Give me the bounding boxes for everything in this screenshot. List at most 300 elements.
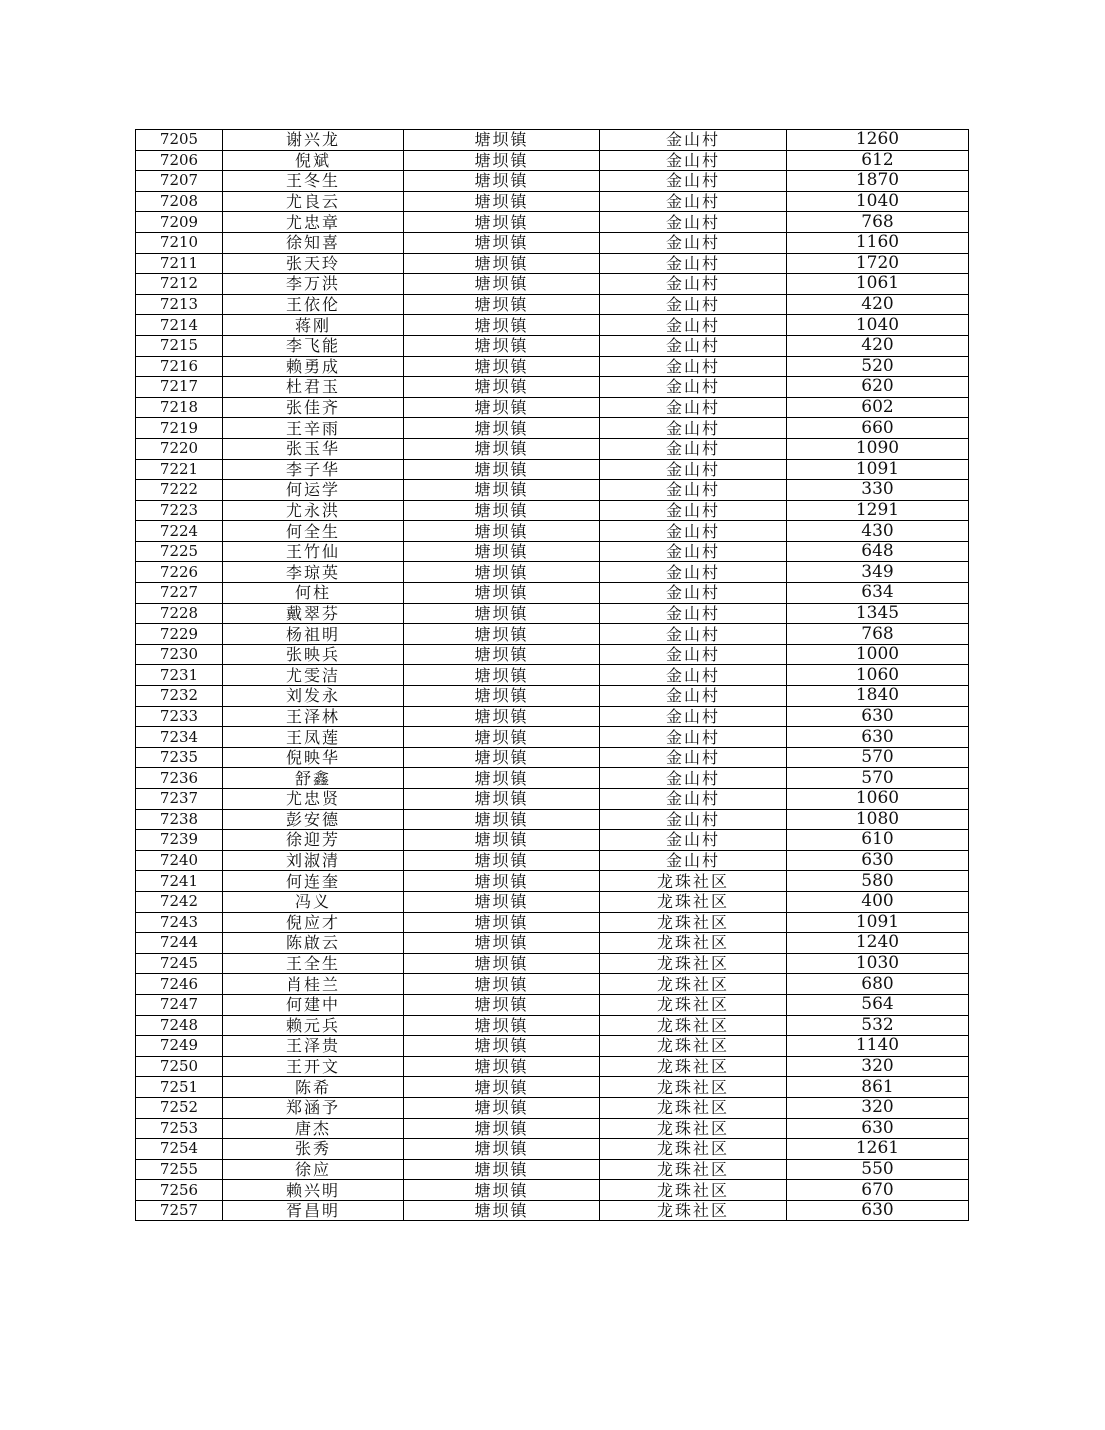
table-row (136, 562, 969, 583)
town-cell: 塘坝镇 (404, 974, 600, 995)
table-row (136, 830, 969, 851)
person-name-cell: 唐杰 (223, 1118, 404, 1139)
village-cell: 金山村 (600, 644, 787, 665)
person-name-cell: 何运学 (223, 480, 404, 501)
amount-cell: 532 (787, 1015, 969, 1036)
town-cell: 塘坝镇 (404, 356, 600, 377)
amount-cell: 330 (787, 480, 969, 501)
table-row (136, 253, 969, 274)
row-number-cell: 7229 (136, 624, 223, 645)
town-cell: 塘坝镇 (404, 335, 600, 356)
town-cell: 塘坝镇 (404, 583, 600, 604)
amount-cell: 1000 (787, 644, 969, 665)
town-cell: 塘坝镇 (404, 727, 600, 748)
table-row (136, 644, 969, 665)
village-cell: 金山村 (600, 171, 787, 192)
town-cell: 塘坝镇 (404, 1180, 600, 1201)
village-cell: 龙珠社区 (600, 1056, 787, 1077)
table-row (136, 871, 969, 892)
amount-cell: 420 (787, 335, 969, 356)
row-number-cell: 7257 (136, 1200, 223, 1221)
amount-cell: 1040 (787, 191, 969, 212)
village-cell: 龙珠社区 (600, 1118, 787, 1139)
person-name-cell: 徐迎芳 (223, 830, 404, 851)
village-cell: 龙珠社区 (600, 1180, 787, 1201)
town-cell: 塘坝镇 (404, 1015, 600, 1036)
town-cell: 塘坝镇 (404, 644, 600, 665)
amount-cell: 680 (787, 974, 969, 995)
row-number-cell: 7220 (136, 438, 223, 459)
town-cell: 塘坝镇 (404, 1097, 600, 1118)
table-row (136, 686, 969, 707)
person-name-cell: 王开文 (223, 1056, 404, 1077)
table-row (136, 624, 969, 645)
table-row (136, 1077, 969, 1098)
row-number-cell: 7251 (136, 1077, 223, 1098)
town-cell: 塘坝镇 (404, 1036, 600, 1057)
person-name-cell: 王泽贵 (223, 1036, 404, 1057)
person-name-cell: 刘淑清 (223, 850, 404, 871)
person-name-cell: 倪斌 (223, 150, 404, 171)
table-row (136, 418, 969, 439)
table-row (136, 1118, 969, 1139)
town-cell: 塘坝镇 (404, 171, 600, 192)
amount-cell: 564 (787, 994, 969, 1015)
person-name-cell: 何全生 (223, 521, 404, 542)
row-number-cell: 7255 (136, 1159, 223, 1180)
row-number-cell: 7247 (136, 994, 223, 1015)
village-cell: 龙珠社区 (600, 912, 787, 933)
village-cell: 龙珠社区 (600, 1077, 787, 1098)
town-cell: 塘坝镇 (404, 500, 600, 521)
row-number-cell: 7250 (136, 1056, 223, 1077)
town-cell: 塘坝镇 (404, 418, 600, 439)
person-name-cell: 赖勇成 (223, 356, 404, 377)
row-number-cell: 7213 (136, 294, 223, 315)
table-row (136, 603, 969, 624)
village-cell: 金山村 (600, 706, 787, 727)
amount-cell: 630 (787, 1200, 969, 1221)
town-cell: 塘坝镇 (404, 130, 600, 151)
village-cell: 金山村 (600, 356, 787, 377)
village-cell: 金山村 (600, 850, 787, 871)
row-number-cell: 7205 (136, 130, 223, 151)
table-row (136, 974, 969, 995)
row-number-cell: 7206 (136, 150, 223, 171)
table-row (136, 315, 969, 336)
row-number-cell: 7242 (136, 891, 223, 912)
town-cell: 塘坝镇 (404, 809, 600, 830)
town-cell: 塘坝镇 (404, 624, 600, 645)
row-number-cell: 7225 (136, 541, 223, 562)
person-name-cell: 赖兴明 (223, 1180, 404, 1201)
town-cell: 塘坝镇 (404, 891, 600, 912)
person-name-cell: 何建中 (223, 994, 404, 1015)
town-cell: 塘坝镇 (404, 315, 600, 336)
table-row (136, 768, 969, 789)
town-cell: 塘坝镇 (404, 871, 600, 892)
table-row (136, 480, 969, 501)
person-name-cell: 王泽林 (223, 706, 404, 727)
village-cell: 金山村 (600, 624, 787, 645)
row-number-cell: 7239 (136, 830, 223, 851)
town-cell: 塘坝镇 (404, 1118, 600, 1139)
town-cell: 塘坝镇 (404, 603, 600, 624)
town-cell: 塘坝镇 (404, 912, 600, 933)
table-row (136, 1200, 969, 1221)
town-cell: 塘坝镇 (404, 562, 600, 583)
village-cell: 金山村 (600, 253, 787, 274)
amount-cell: 630 (787, 706, 969, 727)
village-cell: 金山村 (600, 274, 787, 295)
amount-cell: 1061 (787, 274, 969, 295)
amount-cell: 1840 (787, 686, 969, 707)
table-row (136, 1180, 969, 1201)
village-cell: 金山村 (600, 438, 787, 459)
amount-cell: 630 (787, 1118, 969, 1139)
person-name-cell: 张玉华 (223, 438, 404, 459)
row-number-cell: 7219 (136, 418, 223, 439)
town-cell: 塘坝镇 (404, 850, 600, 871)
village-cell: 金山村 (600, 727, 787, 748)
person-name-cell: 戴翠芬 (223, 603, 404, 624)
village-cell: 金山村 (600, 397, 787, 418)
row-number-cell: 7214 (136, 315, 223, 336)
person-name-cell: 陈希 (223, 1077, 404, 1098)
town-cell: 塘坝镇 (404, 274, 600, 295)
amount-cell: 420 (787, 294, 969, 315)
amount-cell: 430 (787, 521, 969, 542)
table-row (136, 191, 969, 212)
amount-cell: 648 (787, 541, 969, 562)
table-row (136, 521, 969, 542)
amount-cell: 1291 (787, 500, 969, 521)
row-number-cell: 7244 (136, 933, 223, 954)
person-name-cell: 张天玲 (223, 253, 404, 274)
roster-body (136, 130, 969, 1221)
row-number-cell: 7243 (136, 912, 223, 933)
town-cell: 塘坝镇 (404, 747, 600, 768)
person-name-cell: 徐知喜 (223, 232, 404, 253)
row-number-cell: 7228 (136, 603, 223, 624)
person-name-cell: 李飞能 (223, 335, 404, 356)
row-number-cell: 7256 (136, 1180, 223, 1201)
row-number-cell: 7245 (136, 953, 223, 974)
row-number-cell: 7241 (136, 871, 223, 892)
amount-cell: 1140 (787, 1036, 969, 1057)
table-row (136, 459, 969, 480)
row-number-cell: 7248 (136, 1015, 223, 1036)
person-name-cell: 蒋刚 (223, 315, 404, 336)
table-row (136, 665, 969, 686)
town-cell: 塘坝镇 (404, 1200, 600, 1221)
town-cell: 塘坝镇 (404, 686, 600, 707)
village-cell: 金山村 (600, 335, 787, 356)
village-cell: 金山村 (600, 789, 787, 810)
village-cell: 金山村 (600, 665, 787, 686)
row-number-cell: 7215 (136, 335, 223, 356)
table-row (136, 583, 969, 604)
town-cell: 塘坝镇 (404, 933, 600, 954)
table-row (136, 130, 969, 151)
row-number-cell: 7227 (136, 583, 223, 604)
table-row (136, 933, 969, 954)
amount-cell: 660 (787, 418, 969, 439)
amount-cell: 1870 (787, 171, 969, 192)
village-cell: 龙珠社区 (600, 1097, 787, 1118)
village-cell: 金山村 (600, 686, 787, 707)
table-row (136, 747, 969, 768)
row-number-cell: 7224 (136, 521, 223, 542)
amount-cell: 1345 (787, 603, 969, 624)
row-number-cell: 7253 (136, 1118, 223, 1139)
row-number-cell: 7252 (136, 1097, 223, 1118)
row-number-cell: 7222 (136, 480, 223, 501)
village-cell: 龙珠社区 (600, 891, 787, 912)
row-number-cell: 7236 (136, 768, 223, 789)
amount-cell: 570 (787, 747, 969, 768)
row-number-cell: 7209 (136, 212, 223, 233)
amount-cell: 320 (787, 1097, 969, 1118)
table-row (136, 891, 969, 912)
amount-cell: 634 (787, 583, 969, 604)
village-cell: 龙珠社区 (600, 994, 787, 1015)
town-cell: 塘坝镇 (404, 521, 600, 542)
table-row (136, 850, 969, 871)
row-number-cell: 7249 (136, 1036, 223, 1057)
amount-cell: 1090 (787, 438, 969, 459)
row-number-cell: 7254 (136, 1139, 223, 1160)
person-name-cell: 杜君玉 (223, 377, 404, 398)
village-cell: 金山村 (600, 212, 787, 233)
town-cell: 塘坝镇 (404, 397, 600, 418)
table-row (136, 232, 969, 253)
village-cell: 金山村 (600, 562, 787, 583)
row-number-cell: 7231 (136, 665, 223, 686)
town-cell: 塘坝镇 (404, 994, 600, 1015)
village-cell: 金山村 (600, 809, 787, 830)
town-cell: 塘坝镇 (404, 150, 600, 171)
amount-cell: 1160 (787, 232, 969, 253)
person-name-cell: 赖元兵 (223, 1015, 404, 1036)
person-name-cell: 陈啟云 (223, 933, 404, 954)
person-name-cell: 何柱 (223, 583, 404, 604)
person-name-cell: 杨祖明 (223, 624, 404, 645)
amount-cell: 612 (787, 150, 969, 171)
town-cell: 塘坝镇 (404, 438, 600, 459)
amount-cell: 1060 (787, 665, 969, 686)
town-cell: 塘坝镇 (404, 377, 600, 398)
table-row (136, 377, 969, 398)
village-cell: 金山村 (600, 232, 787, 253)
person-name-cell: 何连奎 (223, 871, 404, 892)
village-cell: 金山村 (600, 150, 787, 171)
table-row (136, 706, 969, 727)
village-cell: 金山村 (600, 191, 787, 212)
person-name-cell: 王冬生 (223, 171, 404, 192)
table-row (136, 809, 969, 830)
table-row (136, 438, 969, 459)
person-name-cell: 肖桂兰 (223, 974, 404, 995)
row-number-cell: 7234 (136, 727, 223, 748)
village-cell: 金山村 (600, 500, 787, 521)
person-name-cell: 王辛雨 (223, 418, 404, 439)
row-number-cell: 7232 (136, 686, 223, 707)
table-row (136, 500, 969, 521)
person-name-cell: 李琼英 (223, 562, 404, 583)
amount-cell: 1720 (787, 253, 969, 274)
row-number-cell: 7216 (136, 356, 223, 377)
village-cell: 金山村 (600, 418, 787, 439)
table-row (136, 212, 969, 233)
amount-cell: 580 (787, 871, 969, 892)
person-name-cell: 张佳齐 (223, 397, 404, 418)
person-name-cell: 彭安德 (223, 809, 404, 830)
table-row (136, 171, 969, 192)
row-number-cell: 7211 (136, 253, 223, 274)
village-cell: 龙珠社区 (600, 1036, 787, 1057)
amount-cell: 1260 (787, 130, 969, 151)
row-number-cell: 7221 (136, 459, 223, 480)
town-cell: 塘坝镇 (404, 1139, 600, 1160)
village-cell: 龙珠社区 (600, 974, 787, 995)
village-cell: 金山村 (600, 377, 787, 398)
town-cell: 塘坝镇 (404, 541, 600, 562)
village-cell: 金山村 (600, 541, 787, 562)
town-cell: 塘坝镇 (404, 830, 600, 851)
amount-cell: 1261 (787, 1139, 969, 1160)
row-number-cell: 7223 (136, 500, 223, 521)
row-number-cell: 7210 (136, 232, 223, 253)
amount-cell: 570 (787, 768, 969, 789)
town-cell: 塘坝镇 (404, 232, 600, 253)
person-name-cell: 尤永洪 (223, 500, 404, 521)
village-cell: 龙珠社区 (600, 871, 787, 892)
person-name-cell: 倪应才 (223, 912, 404, 933)
row-number-cell: 7207 (136, 171, 223, 192)
village-cell: 金山村 (600, 603, 787, 624)
town-cell: 塘坝镇 (404, 212, 600, 233)
person-name-cell: 谢兴龙 (223, 130, 404, 151)
person-name-cell: 王全生 (223, 953, 404, 974)
amount-cell: 400 (787, 891, 969, 912)
table-row (136, 727, 969, 748)
person-name-cell: 冯义 (223, 891, 404, 912)
amount-cell: 1080 (787, 809, 969, 830)
village-cell: 金山村 (600, 294, 787, 315)
roster-table (135, 129, 969, 1221)
amount-cell: 620 (787, 377, 969, 398)
town-cell: 塘坝镇 (404, 1056, 600, 1077)
village-cell: 金山村 (600, 459, 787, 480)
amount-cell: 602 (787, 397, 969, 418)
village-cell: 龙珠社区 (600, 933, 787, 954)
table-row (136, 1036, 969, 1057)
village-cell: 金山村 (600, 747, 787, 768)
row-number-cell: 7208 (136, 191, 223, 212)
amount-cell: 861 (787, 1077, 969, 1098)
table-row (136, 335, 969, 356)
town-cell: 塘坝镇 (404, 480, 600, 501)
town-cell: 塘坝镇 (404, 665, 600, 686)
person-name-cell: 尤忠章 (223, 212, 404, 233)
amount-cell: 768 (787, 212, 969, 233)
row-number-cell: 7226 (136, 562, 223, 583)
person-name-cell: 徐应 (223, 1159, 404, 1180)
row-number-cell: 7218 (136, 397, 223, 418)
village-cell: 龙珠社区 (600, 1159, 787, 1180)
person-name-cell: 尤良云 (223, 191, 404, 212)
amount-cell: 520 (787, 356, 969, 377)
amount-cell: 550 (787, 1159, 969, 1180)
town-cell: 塘坝镇 (404, 789, 600, 810)
table-row (136, 1056, 969, 1077)
town-cell: 塘坝镇 (404, 768, 600, 789)
person-name-cell: 李子华 (223, 459, 404, 480)
row-number-cell: 7233 (136, 706, 223, 727)
row-number-cell: 7240 (136, 850, 223, 871)
person-name-cell: 郑涵予 (223, 1097, 404, 1118)
row-number-cell: 7212 (136, 274, 223, 295)
person-name-cell: 刘发永 (223, 686, 404, 707)
village-cell: 金山村 (600, 521, 787, 542)
village-cell: 金山村 (600, 130, 787, 151)
village-cell: 金山村 (600, 480, 787, 501)
village-cell: 龙珠社区 (600, 1139, 787, 1160)
table-row (136, 1139, 969, 1160)
village-cell: 金山村 (600, 768, 787, 789)
person-name-cell: 尤雯洁 (223, 665, 404, 686)
person-name-cell: 李万洪 (223, 274, 404, 295)
row-number-cell: 7246 (136, 974, 223, 995)
town-cell: 塘坝镇 (404, 953, 600, 974)
town-cell: 塘坝镇 (404, 253, 600, 274)
person-name-cell: 张秀 (223, 1139, 404, 1160)
amount-cell: 630 (787, 850, 969, 871)
person-name-cell: 王竹仙 (223, 541, 404, 562)
village-cell: 龙珠社区 (600, 1200, 787, 1221)
town-cell: 塘坝镇 (404, 1077, 600, 1098)
table-row (136, 1159, 969, 1180)
table-row (136, 1015, 969, 1036)
town-cell: 塘坝镇 (404, 1159, 600, 1180)
village-cell: 金山村 (600, 830, 787, 851)
village-cell: 龙珠社区 (600, 953, 787, 974)
table-row (136, 953, 969, 974)
village-cell: 金山村 (600, 583, 787, 604)
person-name-cell: 舒鑫 (223, 768, 404, 789)
amount-cell: 610 (787, 830, 969, 851)
town-cell: 塘坝镇 (404, 191, 600, 212)
table-row (136, 294, 969, 315)
amount-cell: 1030 (787, 953, 969, 974)
table-row (136, 356, 969, 377)
row-number-cell: 7235 (136, 747, 223, 768)
person-name-cell: 张映兵 (223, 644, 404, 665)
amount-cell: 349 (787, 562, 969, 583)
amount-cell: 1091 (787, 912, 969, 933)
amount-cell: 630 (787, 727, 969, 748)
table-row (136, 1097, 969, 1118)
table-row (136, 541, 969, 562)
row-number-cell: 7237 (136, 789, 223, 810)
village-cell: 龙珠社区 (600, 1015, 787, 1036)
person-name-cell: 王凤莲 (223, 727, 404, 748)
amount-cell: 670 (787, 1180, 969, 1201)
row-number-cell: 7217 (136, 377, 223, 398)
town-cell: 塘坝镇 (404, 706, 600, 727)
table-row (136, 397, 969, 418)
